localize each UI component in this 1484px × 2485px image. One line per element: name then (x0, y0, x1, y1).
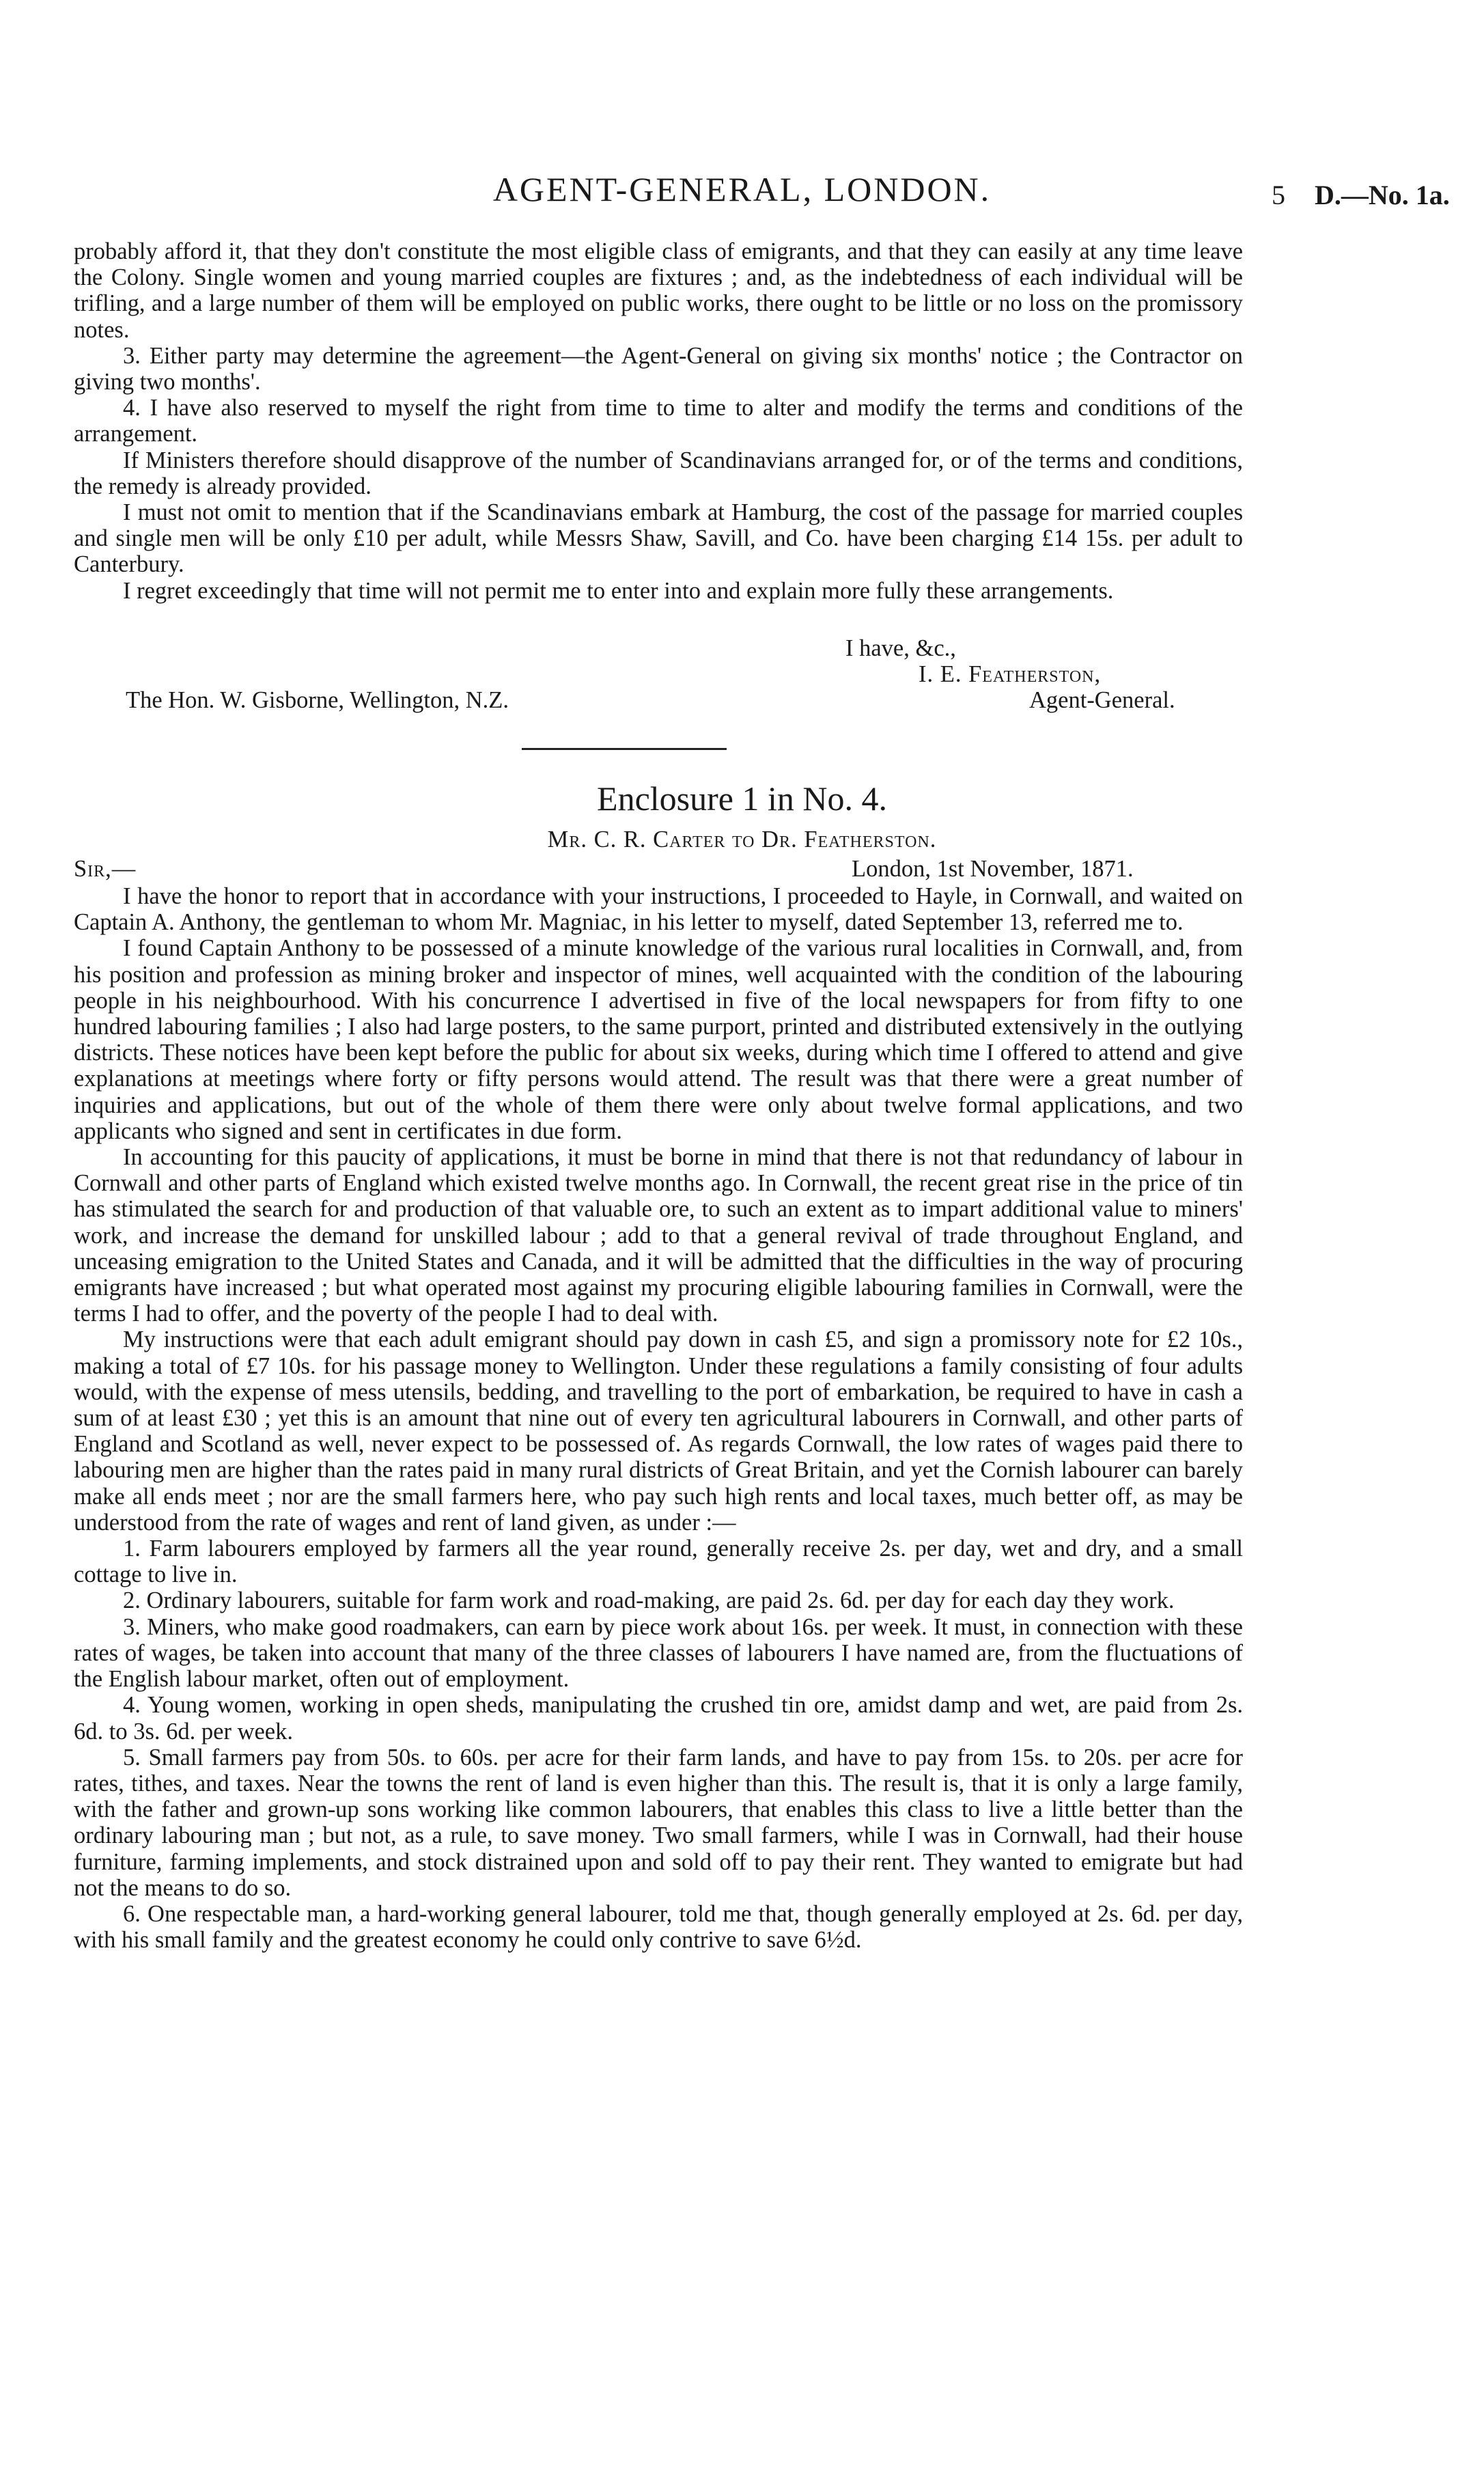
letter-body (74, 238, 1243, 604)
paragraph: 4. I have also reserved to myself the right from time to time to alter and modify the terms and conditions of the arrangement. (74, 395, 1243, 447)
salutation: Sir,— (74, 856, 137, 882)
dateline: London, 1st November, 1871. (852, 856, 1134, 882)
paragraph: I regret exceedingly that time will not permit me to enter into and explain more fully these arrangements. (123, 577, 1114, 604)
list-item: 3. Miners, who make good roadmakers, can earn by piece work about 16s. per week. It must, in connection with these rates of wages, be taken into account that many of the three classes of labourers I have named are, from the fluctuations of the English labour market, often out of employment. (74, 1613, 1243, 1693)
list-item: 4. Young women, working in open sheds, manipulating the crushed tin ore, amidst damp and wet, are paid from 2s. 6d. to 3s. 6d. per week. (74, 1692, 1243, 1745)
paragraph: My instructions were that each adult emigrant should pay down in cash £5, and sign a promissory note for £2 10s., making a total of £7 10s. for his passage money to Wellington. Under these regulations a family consisting of four adults would, with the expense of mess utensils, bedding, and travelling to the port of embarkation, be required to have in cash a sum of at least £30 ; yet this is an amount that nine out of every ten agricultural labourers in Cornwall, and other parts of England and Scotland as well, never expect to be possessed of. As regards Cornwall, the low rates of wages paid there to labouring men are higher than the rates paid in many rural districts of Great Britain, and yet the Cornish labourer can barely make all ends meet ; nor are the small farmers here, who pay such high rents and local taxes, much better off, as may be understood from the rate of wages and rent of land given, as under :— (74, 1327, 1243, 1536)
list-item: 5. Small farmers pay from 50s. to 60s. per acre for their farm lands, and have to pay from 15s. to 20s. per acre for rates, tithes, and taxes. Near the towns the rent of land is even higher than this. The result is, that it is only a large family, with the father and grown-up sons working like common labourers, that enables this class to live a little better than the ordinary labouring man ; but not, as a rule, to save money. Two small farmers, while I was in Cornwall, had their house furniture, farming implements, and stock distrained upon and sold off to pay their rent. They wanted to emigrate but had not the means to do so. (74, 1744, 1243, 1901)
page-number: 5 (1272, 180, 1285, 210)
document-reference: D.—No. 1a. (1315, 180, 1450, 210)
list-item: 2. Ordinary labourers, suitable for farm work and road-making, are paid 2s. 6d. per day for each day they work. (123, 1587, 1175, 1614)
paragraph: In accounting for this paucity of applications, it must be borne in mind that there is not that redundancy of labour in Cornwall and other parts of England which existed twelve months ago. In Cornwall, the recent great rise in the price of tin has stimulated the search for and production of that valuable ore, to such an extent as to impart additional value to miners' work, and increase the demand for unskilled labour ; add to that a general revival of trade throughout England, and unceasing emigration to the United States and Canada, and it will be admitted that the difficulties in the way of procuring emigrants have increased ; but what operated most against my procuring eligible labouring families in Cornwall, were the terms I had to offer, and the poverty of the people I had to deal with. (74, 1144, 1243, 1327)
section-divider (522, 748, 727, 750)
paragraph: I must not omit to mention that if the Scandinavians embark at Hamburg, the cost of the passage for married couples and single men will be only £10 per adult, while Messrs Shaw, Savill, and Co. have been charging £14 15s. per adult to Canterbury. (74, 499, 1243, 578)
list-item: 6. One respectable man, a hard-working general labourer, told me that, though generally employed at 2s. 6d. per day, with his small family and the greatest economy he could only contrive to save 6½d. (74, 1900, 1243, 1954)
letter-addressee: The Hon. W. Gisborne, Wellington, N.Z. (126, 687, 509, 713)
enclosure-title: Enclosure 1 in No. 4. (597, 779, 887, 818)
paragraph: I found Captain Anthony to be possessed of a minute knowledge of the various rural localities in Cornwall, and, from his position and profession as mining broker and inspector of mines, well acquainted with the condition of the labouring people in his neighbourhood. With his concurrence I advertised in five of the local newspapers for from fifty to one hundred labouring families ; I also had large posters, to the same purport, printed and distributed extensively in the outlying districts. These notices have been kept before the public for about six weeks, during which time I offered to attend and give explanations at meetings where forty or fifty persons would attend. The result was that there were a great number of inquiries and applications, but out of the whole of them there were only about twelve formal applications, and two applicants who signed and sent in certificates in due form. (74, 935, 1243, 1144)
letter-closing: I have, &c., (845, 635, 956, 661)
paragraph: I have the honor to report that in accordance with your instructions, I proceeded to Hayle, in Cornwall, and waited on Captain A. Anthony, the gentleman to whom Mr. Magniac, in his letter to myself, dated September 13, referred me to. (74, 883, 1243, 936)
enclosure-subtitle: Mr. C. R. Carter to Dr. Featherston. (547, 827, 937, 852)
paragraph: 3. Either party may determine the agreement—the Agent-General on giving six months' notice ; the Contractor on giving two months'. (74, 342, 1243, 395)
list-item: 1. Farm labourers employed by farmers all the year round, generally receive 2s. per day, wet and dry, and a small cottage to live in. (74, 1536, 1243, 1588)
paragraph: If Ministers therefore should disapprove of the number of Scandinavians arranged for, or of the terms and conditions, the remedy is already provided. (74, 447, 1243, 499)
paragraph: probably afford it, that they don't constitute the most eligible class of emigrants, and that they can easily at any time leave the Colony. Single women and young married couples are fixtures ; and, as the indebtedness of each individual will be trifling, and a large number of them will be employed on public works, there ought to be little or no loss on the promissory notes. (74, 238, 1243, 343)
signatory-title: Agent-General. (1029, 687, 1175, 713)
letter-signatory: I. E. Featherston, (919, 661, 1102, 687)
enclosure-body (74, 883, 1243, 1953)
running-header-title: AGENT-GENERAL, LONDON. (492, 170, 992, 208)
